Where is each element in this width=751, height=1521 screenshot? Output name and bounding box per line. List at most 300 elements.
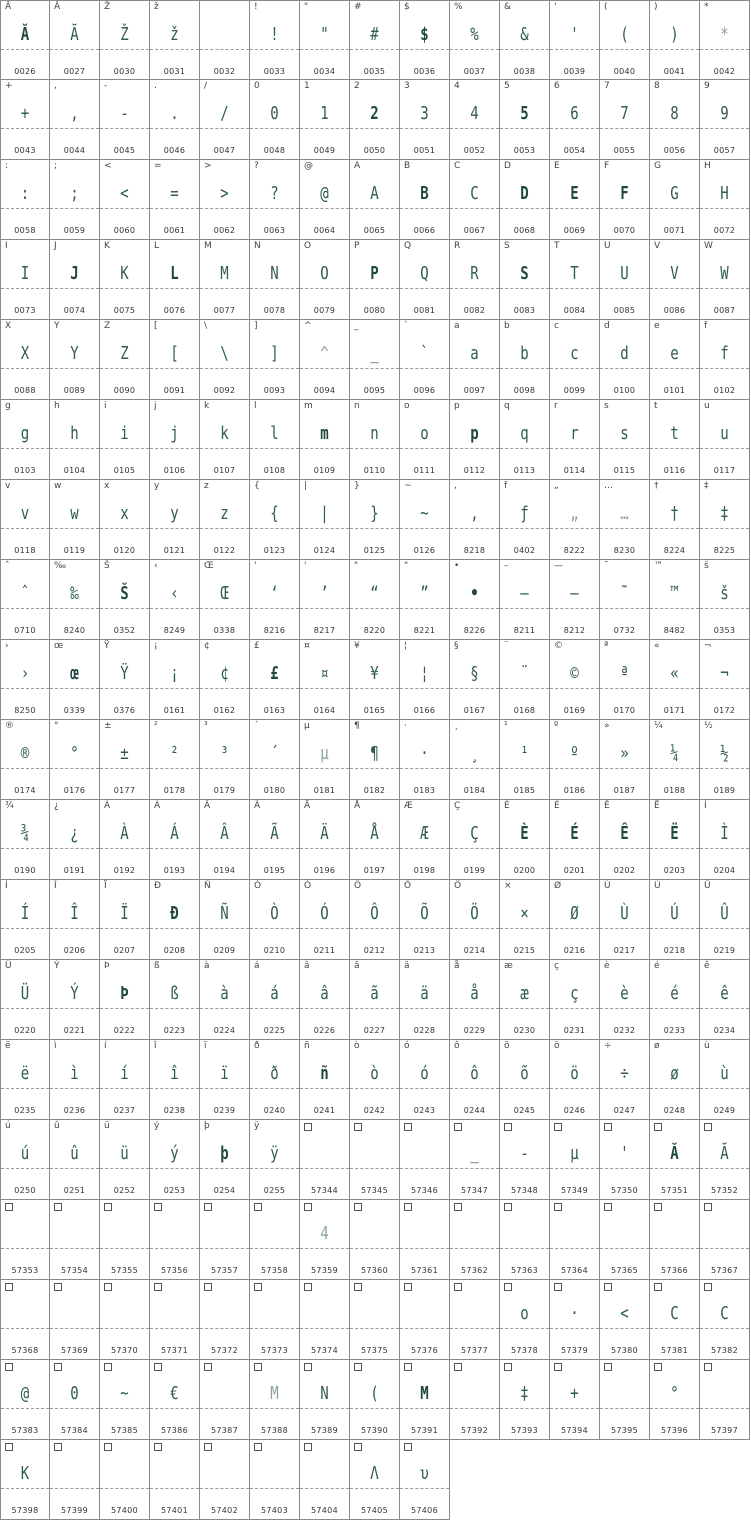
baseline-divider [700, 1408, 749, 1409]
missing-glyph-box-icon [254, 1203, 262, 1211]
glyph-cell [600, 1040, 650, 1120]
glyph-code: 57367 [711, 1266, 738, 1275]
glyph-cell [700, 320, 750, 400]
glyph-header-char: g [5, 401, 11, 411]
glyph-sample: Ô [370, 903, 379, 924]
missing-glyph-box-icon [304, 1443, 312, 1451]
baseline-divider [650, 1408, 699, 1409]
glyph-code: 0226 [313, 1026, 336, 1035]
glyph-cell [450, 320, 500, 400]
glyph-cell [250, 80, 300, 160]
glyph-header-char: J [54, 241, 57, 251]
glyph-sample: < [120, 183, 129, 204]
glyph-code: 0213 [413, 946, 436, 955]
glyph-sample: O [320, 263, 329, 284]
glyph-sample: Ì [720, 823, 729, 844]
glyph-code: 0055 [613, 146, 636, 155]
glyph-cell [350, 240, 400, 320]
glyph-code: 0089 [63, 386, 86, 395]
glyph-code: 0123 [263, 546, 286, 555]
glyph-code: 0202 [613, 866, 636, 875]
baseline-divider [250, 928, 299, 929]
baseline-divider [700, 688, 749, 689]
glyph-cell [150, 1280, 200, 1360]
glyph-cell [200, 1040, 250, 1120]
missing-glyph-box-icon [204, 1363, 212, 1371]
glyph-cell [0, 1360, 50, 1440]
glyph-cell [600, 720, 650, 800]
glyph-sample: Ã [270, 823, 279, 844]
glyph-code: 0228 [413, 1026, 436, 1035]
baseline-divider [350, 448, 399, 449]
glyph-sample [55, 1460, 93, 1488]
baseline-divider [600, 528, 649, 529]
glyph-sample [105, 1460, 143, 1488]
missing-glyph-box-icon [404, 1443, 412, 1451]
baseline-divider [650, 128, 699, 129]
baseline-divider [600, 688, 649, 689]
glyph-header-char: Ì [704, 801, 707, 811]
glyph-cell [400, 160, 450, 240]
glyph-sample: · [420, 743, 429, 764]
glyph-cell [100, 160, 150, 240]
glyph-sample: b [520, 343, 529, 364]
glyph-sample: ¢ [220, 663, 229, 684]
glyph-cell [150, 720, 200, 800]
glyph-header-char: " [404, 561, 409, 571]
glyph-code: 57344 [311, 1186, 338, 1195]
glyph-code: 0031 [163, 67, 186, 76]
glyph-header-char: ( [604, 2, 608, 12]
glyph-code: 0169 [563, 706, 586, 715]
glyph-header-char: : [5, 161, 9, 171]
glyph-code: 8222 [563, 546, 586, 555]
glyph-header-char: @ [304, 161, 313, 171]
glyph-sample: t [670, 423, 679, 444]
glyph-header-char: a [454, 321, 460, 331]
missing-glyph-box-icon [504, 1123, 512, 1131]
glyph-header-char: m [304, 401, 313, 411]
glyph-sample [605, 1380, 643, 1408]
glyph-cell [100, 800, 150, 880]
baseline-divider [200, 448, 249, 449]
glyph-cell [250, 800, 300, 880]
baseline-divider [500, 1168, 549, 1169]
glyph-code: 0119 [63, 546, 86, 555]
glyph-cell [700, 1360, 750, 1440]
baseline-divider [200, 1088, 249, 1089]
glyph-header-char: ^ [304, 321, 312, 331]
baseline-divider [100, 288, 149, 289]
baseline-divider [300, 528, 349, 529]
glyph-sample: Ç [470, 823, 479, 844]
baseline-divider [300, 1248, 349, 1249]
glyph-sample [205, 21, 243, 49]
glyph-code: 0187 [613, 786, 636, 795]
glyph-header-char: s [604, 401, 609, 411]
glyph-cell [0, 1120, 50, 1200]
glyph-header-char: P [354, 241, 360, 251]
glyph-code: 57401 [161, 1506, 188, 1515]
glyph-header-char: ' [304, 561, 307, 571]
baseline-divider [300, 208, 349, 209]
glyph-cell [150, 0, 200, 80]
glyph-sample: – [520, 583, 529, 604]
glyph-header-char: ` [404, 321, 409, 331]
glyph-header-char: è [604, 961, 610, 971]
glyph-header-char: Y [54, 321, 60, 331]
glyph-sample [405, 1300, 443, 1328]
glyph-header-char: Š [104, 561, 110, 571]
glyph-cell [250, 400, 300, 480]
baseline-divider [1, 1488, 49, 1489]
glyph-cell [600, 480, 650, 560]
baseline-divider [1, 1248, 49, 1249]
glyph-sample: ( [620, 24, 629, 45]
glyph-header-char: © [554, 641, 563, 651]
glyph-cell [550, 1040, 600, 1120]
glyph-code: 0079 [313, 306, 336, 315]
glyph-header-char: p [454, 401, 460, 411]
glyph-code: 0026 [14, 67, 36, 76]
baseline-divider [600, 1088, 649, 1089]
missing-glyph-box-icon [304, 1363, 312, 1371]
baseline-divider [450, 368, 499, 369]
glyph-code: 0037 [463, 67, 486, 76]
glyph-cell [450, 0, 500, 80]
glyph-code: 8217 [313, 626, 336, 635]
glyph-code: 0051 [413, 146, 436, 155]
glyph-sample: Ă [20, 24, 30, 45]
glyph-cell [350, 960, 400, 1040]
missing-glyph-box-icon [104, 1203, 112, 1211]
glyph-sample [205, 1380, 243, 1408]
glyph-header-char: t [654, 401, 658, 411]
baseline-divider [500, 928, 549, 929]
glyph-code: 0223 [163, 1026, 186, 1035]
missing-glyph-box-icon [704, 1363, 712, 1371]
glyph-header-char: ø [654, 1041, 660, 1051]
glyph-code: 0194 [213, 866, 236, 875]
glyph-cell [500, 560, 550, 640]
glyph-cell [650, 80, 700, 160]
baseline-divider [600, 1328, 649, 1329]
glyph-code: 0058 [14, 226, 36, 235]
baseline-divider [1, 608, 49, 609]
glyph-sample: õ [520, 1063, 529, 1084]
glyph-code: 0233 [663, 1026, 686, 1035]
baseline-divider [200, 528, 249, 529]
glyph-header-char: S [504, 241, 510, 251]
glyph-header-char: „ [554, 481, 559, 491]
glyph-sample [6, 1300, 43, 1328]
glyph-cell [600, 160, 650, 240]
glyph-cell [550, 80, 600, 160]
baseline-divider [650, 208, 699, 209]
glyph-code: 0215 [513, 946, 536, 955]
glyph-code: 0247 [613, 1106, 636, 1115]
glyph-header-char: Æ [404, 801, 413, 811]
baseline-divider [650, 1168, 699, 1169]
glyph-code: 0205 [14, 946, 36, 955]
baseline-divider [50, 1088, 99, 1089]
glyph-cell [200, 1360, 250, 1440]
glyph-cell [250, 1120, 300, 1200]
glyph-cell [50, 1440, 100, 1520]
glyph-header-char: ô [454, 1041, 460, 1051]
glyph-code: 0092 [213, 386, 236, 395]
glyph-code: 0242 [363, 1106, 386, 1115]
glyph-code: 0056 [663, 146, 686, 155]
glyph-cell [650, 480, 700, 560]
missing-glyph-box-icon [454, 1203, 462, 1211]
glyph-code: 0102 [713, 386, 736, 395]
glyph-header-char: ¤ [304, 641, 310, 651]
baseline-divider [50, 1488, 99, 1489]
glyph-header-char: < [104, 161, 112, 171]
glyph-cell [700, 0, 750, 80]
missing-glyph-box-icon [5, 1363, 13, 1371]
glyph-cell [500, 0, 550, 80]
glyph-cell [700, 1200, 750, 1280]
glyph-sample: @ [320, 183, 329, 204]
glyph-cell [200, 1120, 250, 1200]
glyph-sample [255, 1300, 293, 1328]
baseline-divider [350, 1408, 399, 1409]
glyph-sample: ½ [720, 743, 729, 764]
glyph-code: 0106 [163, 466, 186, 475]
glyph-cell [0, 1440, 50, 1520]
glyph-sample: ë [20, 1063, 30, 1084]
glyph-header-char: N [254, 241, 261, 251]
glyph-header-char: * [704, 2, 709, 12]
baseline-divider [400, 368, 449, 369]
glyph-cell [650, 1200, 700, 1280]
glyph-code: 0243 [413, 1106, 436, 1115]
baseline-divider [300, 688, 349, 689]
glyph-header-char: á [254, 961, 260, 971]
glyph-header-char: [ [154, 321, 158, 331]
glyph-code: 0040 [613, 67, 636, 76]
glyph-sample: ç [570, 983, 579, 1004]
glyph-sample: Û [720, 903, 729, 924]
missing-glyph-box-icon [154, 1203, 162, 1211]
glyph-sample: Á [170, 823, 179, 844]
glyph-cell [250, 560, 300, 640]
glyph-header-char: ? [254, 161, 259, 171]
glyph-cell [300, 240, 350, 320]
glyph-code: 0114 [563, 466, 586, 475]
glyph-code: 0179 [213, 786, 236, 795]
glyph-code: 57377 [461, 1346, 488, 1355]
glyph-sample [455, 1300, 493, 1328]
glyph-code: 0198 [413, 866, 436, 875]
glyph-code: 0038 [513, 67, 536, 76]
glyph-header-char: E [554, 161, 560, 171]
glyph-code: 0234 [713, 1026, 736, 1035]
baseline-divider [300, 1008, 349, 1009]
glyph-code: 0353 [713, 626, 736, 635]
missing-glyph-box-icon [404, 1283, 412, 1291]
glyph-cell [550, 480, 600, 560]
glyph-cell [550, 160, 600, 240]
glyph-code: 8482 [663, 626, 686, 635]
glyph-code: 0177 [113, 786, 136, 795]
glyph-header-char [254, 1201, 262, 1215]
glyph-cell [150, 880, 200, 960]
glyph-header-char: ± [104, 721, 112, 731]
glyph-code: 0121 [163, 546, 186, 555]
baseline-divider [550, 128, 599, 129]
baseline-divider [500, 208, 549, 209]
glyph-header-char: l [254, 401, 257, 411]
baseline-divider [1, 368, 49, 369]
baseline-divider [550, 608, 599, 609]
baseline-divider [400, 1408, 449, 1409]
baseline-divider [200, 1248, 249, 1249]
baseline-divider [100, 688, 149, 689]
glyph-sample: å [470, 983, 479, 1004]
glyph-code: 57373 [261, 1346, 288, 1355]
glyph-sample: µ [320, 743, 329, 764]
baseline-divider [400, 528, 449, 529]
glyph-sample: ß [170, 983, 179, 1004]
glyph-code: 57353 [11, 1266, 39, 1275]
glyph-header-char: Ü [5, 961, 12, 971]
baseline-divider [600, 1008, 649, 1009]
glyph-header-char: , [54, 81, 57, 91]
glyph-code: 57370 [111, 1346, 138, 1355]
glyph-header-char: M [204, 241, 212, 251]
glyph-header-char: ¸ [454, 721, 459, 731]
glyph-header-char [104, 1361, 112, 1375]
glyph-code: 57392 [461, 1426, 488, 1435]
glyph-header-char: ‰ [54, 561, 67, 571]
baseline-divider [400, 688, 449, 689]
glyph-cell [150, 960, 200, 1040]
glyph-cell [400, 800, 450, 880]
glyph-code: 0099 [563, 386, 586, 395]
glyph-header-char: — [554, 561, 563, 571]
glyph-sample: ^ [320, 343, 329, 364]
baseline-divider [1, 1008, 49, 1009]
glyph-sample: 3 [420, 103, 429, 124]
glyph-sample: • [470, 583, 479, 604]
glyph-header-char [604, 1201, 612, 1215]
glyph-cell [550, 880, 600, 960]
baseline-divider [50, 448, 99, 449]
glyph-code: 0244 [463, 1106, 486, 1115]
glyph-header-char: Ù [604, 881, 611, 891]
baseline-divider [650, 768, 699, 769]
glyph-code: 57362 [461, 1266, 488, 1275]
glyph-code: 0402 [513, 546, 536, 555]
baseline-divider [600, 768, 649, 769]
glyph-cell [350, 0, 400, 80]
glyph-sample: ; [70, 183, 79, 204]
glyph-header-char [404, 1441, 412, 1455]
glyph-header-char: ² [154, 721, 158, 731]
baseline-divider [50, 1328, 99, 1329]
glyph-header-char [304, 1281, 312, 1295]
glyph-cell [300, 160, 350, 240]
baseline-divider [150, 208, 199, 209]
baseline-divider [700, 288, 749, 289]
glyph-sample: ³ [220, 743, 229, 764]
glyph-header-char [554, 1361, 562, 1375]
glyph-sample: ~ [120, 1383, 129, 1404]
glyph-header-char [704, 1361, 712, 1375]
glyph-header-char: , [454, 481, 457, 491]
glyph-header-char: ü [104, 1121, 110, 1131]
glyph-cell [650, 720, 700, 800]
glyph-sample: W [720, 263, 729, 284]
glyph-code: 0108 [263, 466, 286, 475]
baseline-divider [500, 288, 549, 289]
glyph-header-char [254, 1361, 262, 1375]
glyph-header-char [154, 1441, 162, 1455]
glyph-cell [250, 320, 300, 400]
glyph-code: 0082 [463, 306, 486, 315]
glyph-header-char: G [654, 161, 661, 171]
glyph-code: 0111 [413, 466, 436, 475]
glyph-cell [200, 80, 250, 160]
glyph-code: 0076 [163, 306, 186, 315]
missing-glyph-box-icon [554, 1283, 562, 1291]
glyph-code: 0095 [363, 386, 386, 395]
baseline-divider [250, 1488, 299, 1489]
glyph-sample: ï [220, 1063, 229, 1084]
glyph-cell [400, 0, 450, 80]
baseline-divider [450, 288, 499, 289]
glyph-cell [250, 1200, 300, 1280]
glyph-sample: š [720, 583, 729, 604]
glyph-header-char: ‡ [704, 481, 709, 491]
glyph-code: 0190 [14, 866, 36, 875]
baseline-divider [1, 448, 49, 449]
glyph-cell [550, 560, 600, 640]
glyph-sample [455, 1220, 493, 1248]
glyph-header-char [604, 1361, 612, 1375]
glyph-cell [300, 1120, 350, 1200]
glyph-cell [500, 1280, 550, 1360]
baseline-divider [550, 288, 599, 289]
glyph-sample: É [570, 823, 579, 844]
missing-glyph-box-icon [254, 1283, 262, 1291]
baseline-divider [100, 528, 149, 529]
glyph-code: 0042 [713, 67, 736, 76]
glyph-sample: æ [520, 983, 529, 1004]
glyph-header-char: • [454, 561, 460, 571]
glyph-cell [400, 1360, 450, 1440]
glyph-cell [550, 320, 600, 400]
glyph-code: 0161 [163, 706, 186, 715]
baseline-divider [100, 1168, 149, 1169]
glyph-sample: [ [170, 343, 179, 364]
glyph-code: 0100 [613, 386, 636, 395]
glyph-sample: " [320, 24, 329, 45]
glyph-header-char: À [104, 801, 111, 811]
glyph-cell [250, 880, 300, 960]
baseline-divider [400, 49, 449, 50]
glyph-code: 0255 [263, 1186, 286, 1195]
glyph-code: 0208 [163, 946, 186, 955]
glyph-header-char: ý [154, 1121, 160, 1131]
baseline-divider [600, 1248, 649, 1249]
baseline-divider [550, 49, 599, 50]
glyph-code: 57406 [411, 1506, 438, 1515]
glyph-header-char [704, 1201, 712, 1215]
